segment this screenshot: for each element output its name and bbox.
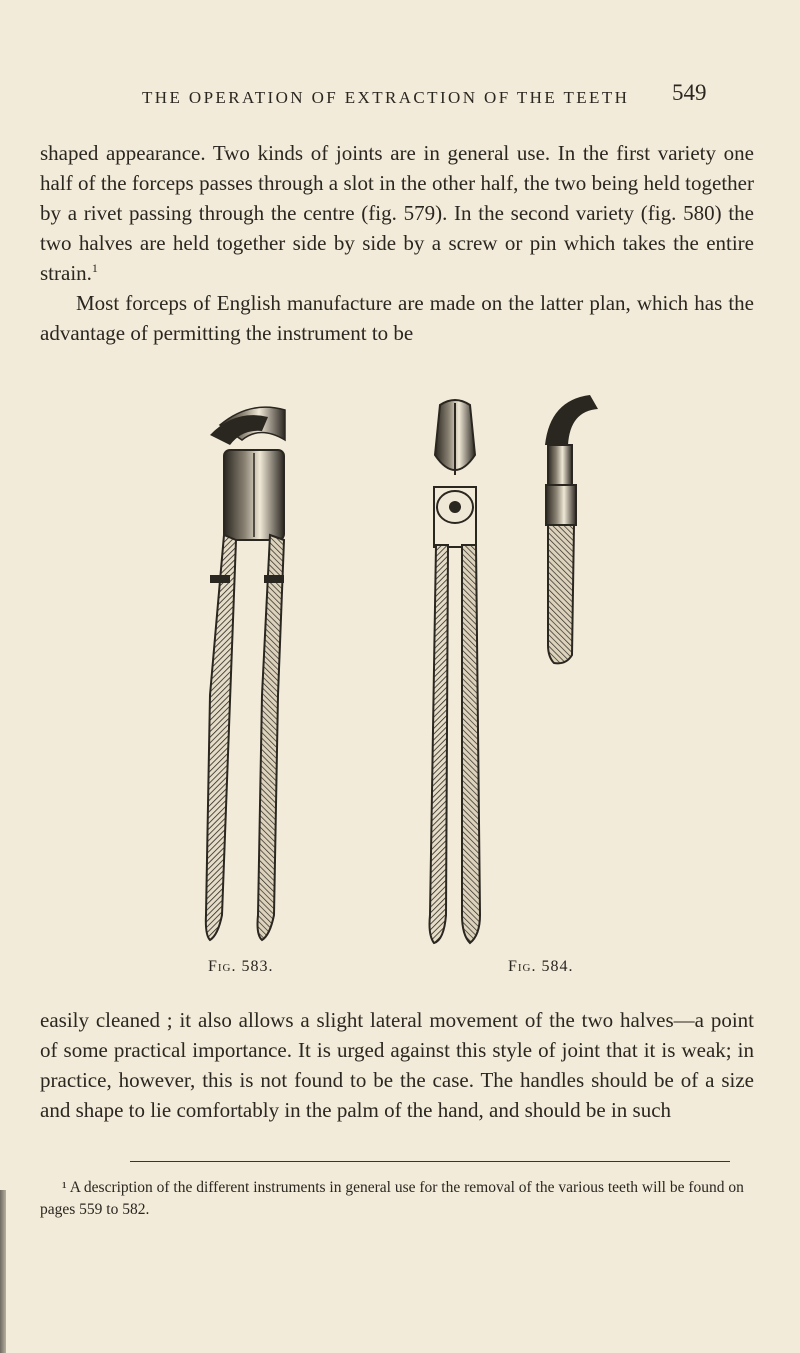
paragraph-3: easily cleaned ; it also allows a slight lateral movement of the two halves—a point of some practical importance. It is urged against this style of joint that it is weak; in practice, however, this is not found to be the case. The handles should be of a size and shape to lie comfortably in the palm of the hand, and should be in such [40,1008,754,1122]
footnote-divider [130,1161,730,1162]
forceps-584-side-icon [545,395,598,663]
paragraph-1-text: shaped appearance. Two kinds of joints are in general use. In the first variety one half of the forceps passes through a slot in the other half, the two being held together by a rivet passing through the centre (fig. 579). In the second variety (fig. 580) the two halves are held together side by side by a screw or pin which takes the entire strain. [40,141,754,285]
running-title: THE OPERATION OF EXTRACTION OF THE TEETH [142,88,630,107]
paragraph-1 [40,138,754,288]
body-text-bottom [40,1005,754,1125]
page-edge-shadow [0,1190,6,1353]
forceps-584-front-icon [430,400,481,943]
footnote [40,1177,754,1221]
page-number: 549 [672,80,707,105]
paragraph-2: Most forceps of English manufacture are made on the latter plan, which has the advantage of permitting the instrument to be [40,291,754,345]
figure-caption-584: Fig. 584. [508,958,574,975]
figure-caption-583: Fig. 583. [208,958,274,975]
forceps-583-icon [206,407,285,940]
body-text-top [40,138,754,348]
footnote-marker: ¹ [62,1179,67,1196]
forceps-illustrations [150,395,670,955]
footnote-text: A description of the different instruments in general use for the removal of the various teeth will be found on pages 559 to 582. [40,1179,744,1218]
footnote-reference[interactable]: 1 [91,261,98,275]
